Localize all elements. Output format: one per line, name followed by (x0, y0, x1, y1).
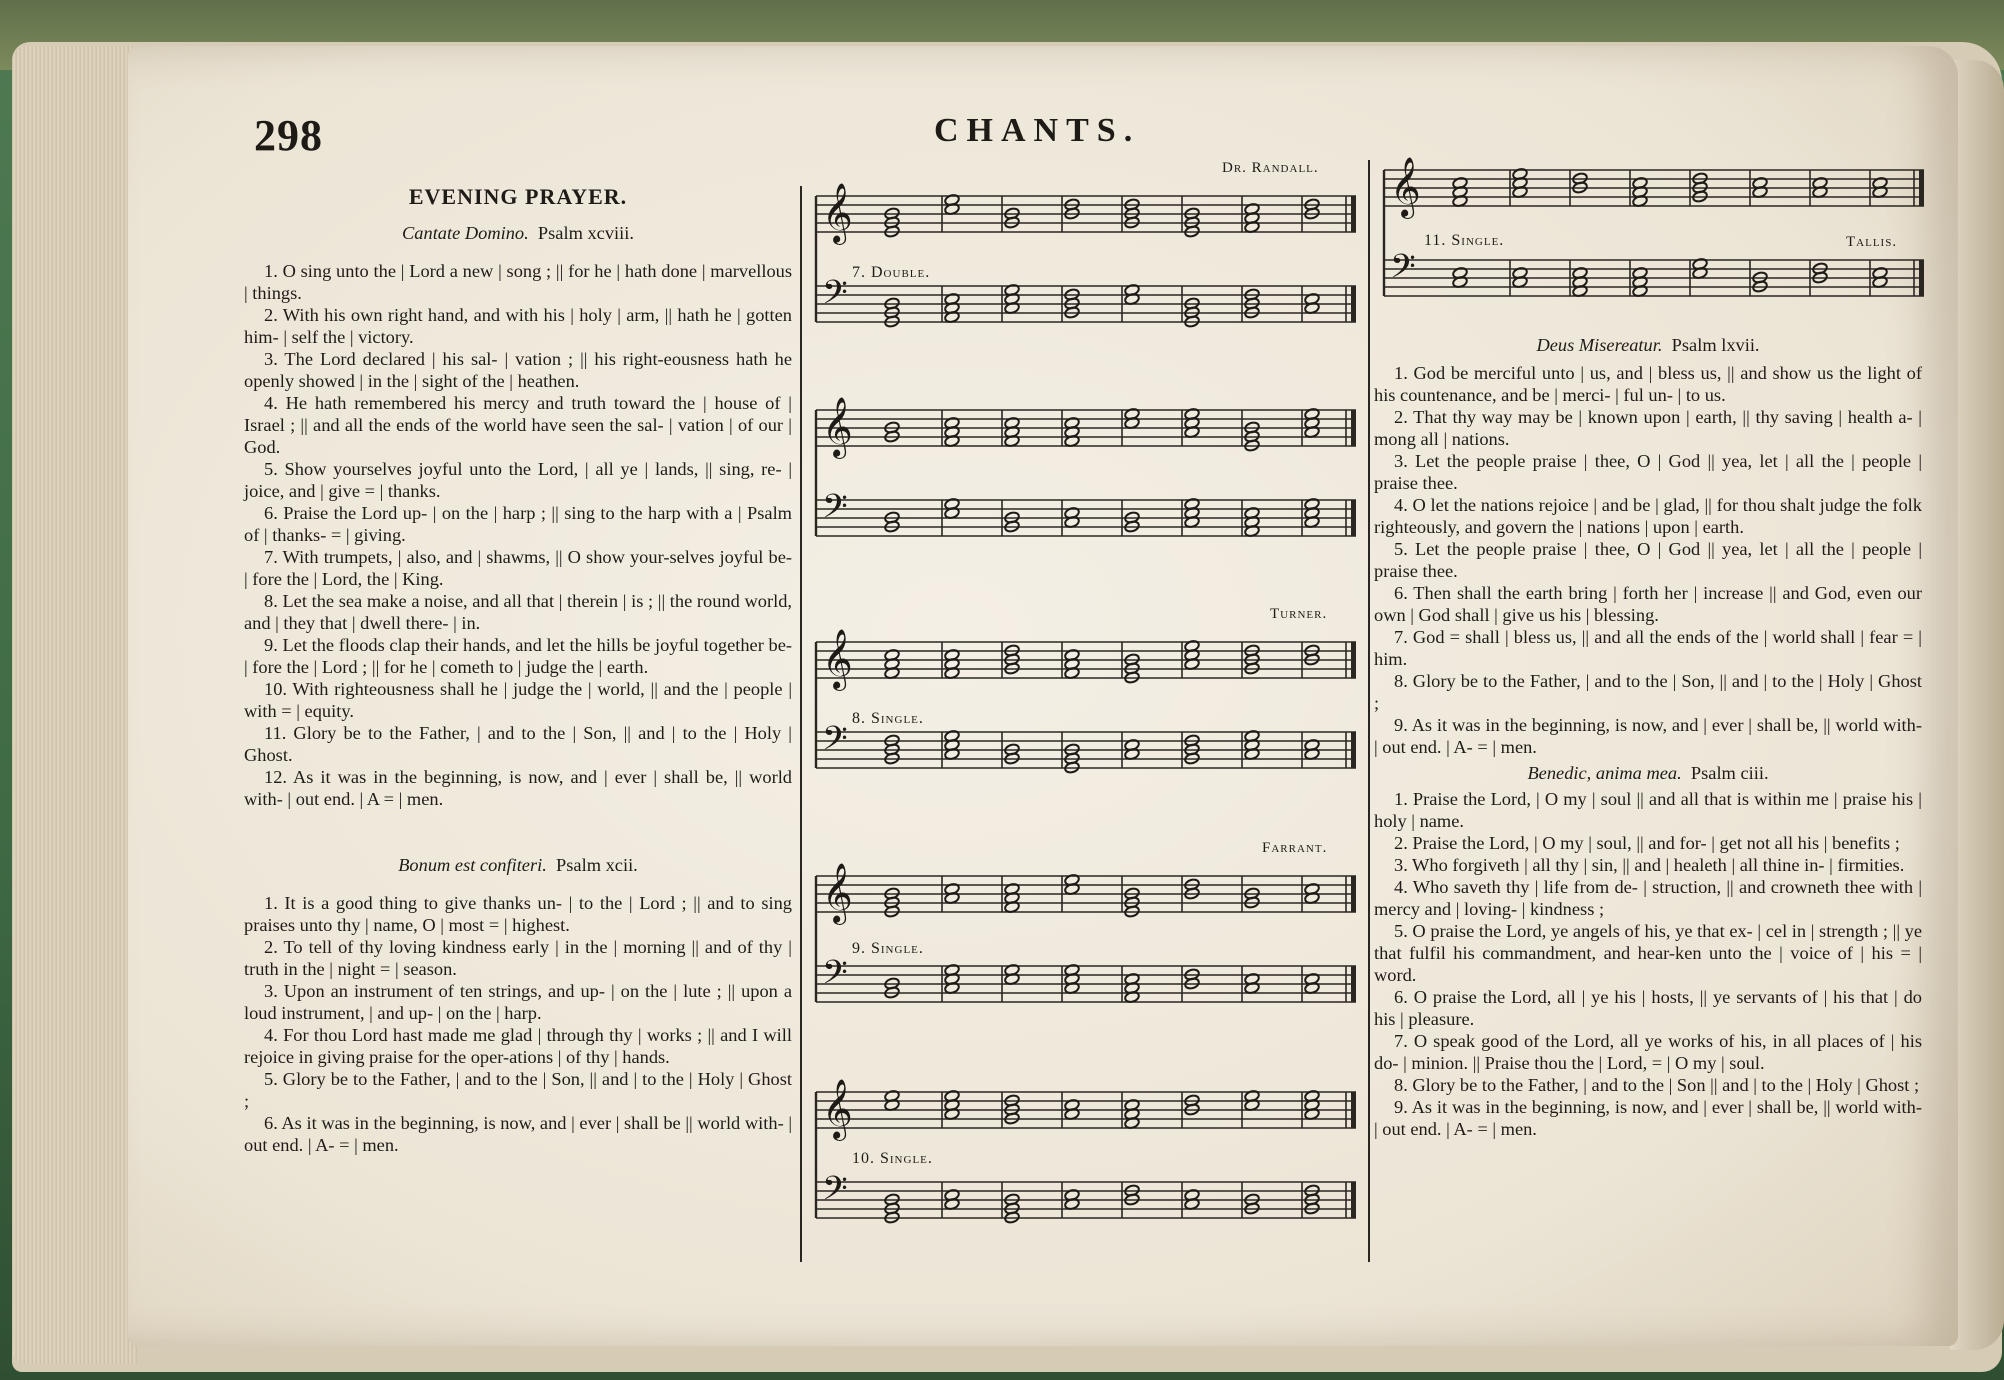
psalm-verses (244, 892, 792, 1156)
psalm-verse: 9. As it was in the beginning, is now, and | ever | shall be, || world with- | out end. | A- = | men. (1374, 715, 1922, 757)
svg-text:𝄢: 𝄢 (822, 1170, 848, 1216)
psalm-verse: 5. Let the people praise | thee, O | God || yea, let | all the | people | praise thee. (1374, 539, 1922, 581)
psalm-latin-title: Bonum est confiteri. (398, 855, 547, 875)
chant-composer: Tallis. (1846, 234, 1898, 250)
psalm-verses (1374, 362, 1922, 758)
section-title: EVENING PRAYER. (408, 184, 628, 209)
psalm-heading (244, 222, 792, 244)
psalm-verse: 8. Glory be to the Father, | and to the | Son, || and | to the | Holy | Ghost ; (1374, 671, 1922, 713)
psalm-number: Psalm xcii. (556, 855, 638, 875)
svg-text:𝄞: 𝄞 (822, 1079, 853, 1139)
chant-label: 10. Single. (852, 1150, 933, 1167)
psalm-verse: 7. O speak good of the Lord, all ye works of his, in all places of | his do- | minion. || Praise thou the | Lord, = | O my | soul. (1374, 1031, 1922, 1073)
psalm-verse: 7. With trumpets, | also, and | shawms, || O show your-selves joyful be- | fore the | Lord, the | King. (244, 547, 792, 589)
psalm-verses (1374, 788, 1922, 1140)
psalm-verse: 12. As it was in the beginning, is now, and | ever | shall be, || world with- | out end. | A = | men. (244, 767, 792, 809)
svg-text:𝄢: 𝄢 (822, 488, 848, 534)
psalm-verse: 9. Let the floods clap their hands, and let the hills be joyful together be- | fore the | Lord ; || for he | cometh to | judge the | earth. (244, 635, 792, 677)
svg-text:𝄞: 𝄞 (822, 183, 853, 243)
psalm-verse: 2. Praise the Lord, | O my | soul, || and for- | get not all his | benefits ; (1394, 833, 1900, 853)
page-edges (12, 46, 137, 1364)
psalm-verse: 8. Let the sea make a noise, and all that | therein | is ; || the round world, and | they that | dwell there- | in. (244, 591, 792, 633)
psalm-number: Psalm ciii. (1690, 763, 1769, 783)
psalm-verse: 6. Praise the Lord up- | on the | harp ; || sing to the harp with a | Psalm of | thanks- = | giving. (244, 503, 792, 545)
facing-page-curl (1950, 60, 2004, 1350)
psalm-verse: 3. The Lord declared | his sal- | vation ; || his right-eousness hath he openly showed | in the | sight of the | heathen. (244, 349, 792, 391)
music-staff-chant-7 (812, 182, 1360, 342)
music-staff-chant-8 (812, 628, 1360, 788)
svg-text:𝄞: 𝄞 (822, 397, 853, 457)
svg-text:𝄞: 𝄞 (822, 863, 853, 923)
psalm-heading (1374, 334, 1922, 356)
psalm-heading (1374, 762, 1922, 784)
psalm-verse: 2. To tell of thy loving kindness early | in the | morning || and of thy | truth in the | night = | season. (244, 937, 792, 979)
psalm-verse: 2. With his own right hand, and with his | holy | arm, || hath he | gotten him- | self the | victory. (244, 305, 792, 347)
right-column (1374, 334, 1922, 1140)
svg-text:𝄢: 𝄢 (1390, 248, 1416, 294)
psalm-verse: 7. God = shall | bless us, || and all the ends of the | world shall | fear = | him. (1374, 627, 1922, 669)
psalm-verse: 1. God be merciful unto | us, and | bless us, || and show us the light of his countenance, and be | merci- | ful un- | to us. (1374, 363, 1922, 405)
psalm-verse: 6. O praise the Lord, all | ye his | hosts, || ye servants of | his that | do his | pleasure. (1374, 987, 1922, 1029)
psalm-number: Psalm lxvii. (1671, 335, 1760, 355)
chant-label: 9. Single. (852, 940, 924, 957)
chant-label: 7. Double. (852, 264, 931, 281)
psalm-verse: 4. He hath remembered his mercy and truth toward the | house of | Israel ; || and all the ends of the world have seen the sal- | vation | of our | God. (244, 393, 792, 457)
chant-composer: Farrant. (1262, 840, 1328, 856)
psalm-verses (244, 260, 792, 810)
svg-text:𝄞: 𝄞 (1390, 157, 1421, 217)
chant-label: 11. Single. (1424, 232, 1505, 249)
chant-label: 8. Single. (852, 710, 924, 727)
chant-composer: Dr. Randall. (1222, 160, 1319, 176)
psalm-verse: 8. Glory be to the Father, | and to the | Son || and | to the | Holy | Ghost ; (1394, 1075, 1920, 1095)
svg-text:𝄢: 𝄢 (822, 954, 848, 1000)
psalm-verse: 5. Glory be to the Father, | and to the | Son, || and | to the | Holy | Ghost ; (244, 1069, 792, 1111)
page-number: 298 (254, 111, 323, 160)
psalm-verse: 4. O let the nations rejoice | and be | glad, || for thou shalt judge the folk righteously, and govern the | nations | upon | earth. (1374, 495, 1922, 537)
psalm-verse: 4. Who saveth thy | life from de- | struction, || and crowneth thee with | mercy and | loving- | kindness ; (1374, 877, 1922, 919)
psalm-verse: 6. As it was in the beginning, is now, and | ever | shall be || world with- | out end. | A- = | men. (244, 1113, 792, 1155)
psalm-verse: 1. O sing unto the | Lord a new | song ; || for he | hath done | marvellous | things. (244, 261, 792, 303)
psalm-verse: 3. Upon an instrument of ten strings, and up- | on the | lute ; || upon a loud instrument, | and up- | on the | harp. (244, 981, 792, 1023)
psalm-verse: 5. O praise the Lord, ye angels of his, ye that ex- | cel in | strength ; || ye that fulfil his commandment, and hear-ken unto the | voice of | his = | word. (1374, 921, 1922, 985)
psalm-verse: 3. Let the people praise | thee, O | God || yea, let | all the | people | praise thee. (1374, 451, 1922, 493)
psalm-number: Psalm xcviii. (537, 223, 634, 243)
psalm-latin-title: Cantate Domino. (402, 223, 529, 243)
svg-text:𝄞: 𝄞 (822, 629, 853, 689)
psalm-verse: 3. Who forgiveth | all thy | sin, || and | healeth | all thine in- | firmities. (1394, 855, 1905, 875)
column-rule (1368, 160, 1370, 1262)
running-head: CHANTS. (934, 112, 1141, 149)
psalm-latin-title: Deus Misereatur. (1536, 335, 1663, 355)
psalm-verse: 2. That thy way may be | known upon | earth, || thy saving | health a- | mong all | nations. (1374, 407, 1922, 449)
svg-text:𝄢: 𝄢 (822, 274, 848, 320)
psalm-verse: 11. Glory be to the Father, | and to the | Son, || and | to the | Holy | Ghost. (244, 723, 792, 765)
psalm-verse: 4. For thou Lord hast made me glad | through thy | works ; || and I will rejoice in giving praise for the oper-ations | of thy | hands. (244, 1025, 792, 1067)
psalm-verse: 1. Praise the Lord, | O my | soul || and all that is within me | praise his | holy | name. (1374, 789, 1922, 831)
chant-composer: Turner. (1270, 606, 1328, 622)
psalm-verse: 10. With righteousness shall he | judge the | world, || and the | people | with = | equity. (244, 679, 792, 721)
psalm-verse: 1. It is a good thing to give thanks un- | to the | Lord ; || and to sing praises unto thy | name, O | most = | highest. (244, 893, 792, 935)
left-column (244, 180, 792, 1156)
column-rule (800, 186, 802, 1262)
psalm-verse: 5. Show yourselves joyful unto the Lord, | all ye | lands, || sing, re- | joice, and | give = | thanks. (244, 459, 792, 501)
psalm-verse: 9. As it was in the beginning, is now, and | ever | shall be, || world with- | out end. | A- = | men. (1374, 1097, 1922, 1139)
psalm-latin-title: Benedic, anima mea. (1527, 763, 1682, 783)
svg-text:𝄢: 𝄢 (822, 720, 848, 766)
psalm-heading (244, 854, 792, 876)
psalm-verse: 6. Then shall the earth bring | forth her | increase || and God, even our own | God shall | give us his | blessing. (1374, 583, 1922, 625)
music-staff-chant-7-cont (812, 396, 1360, 556)
